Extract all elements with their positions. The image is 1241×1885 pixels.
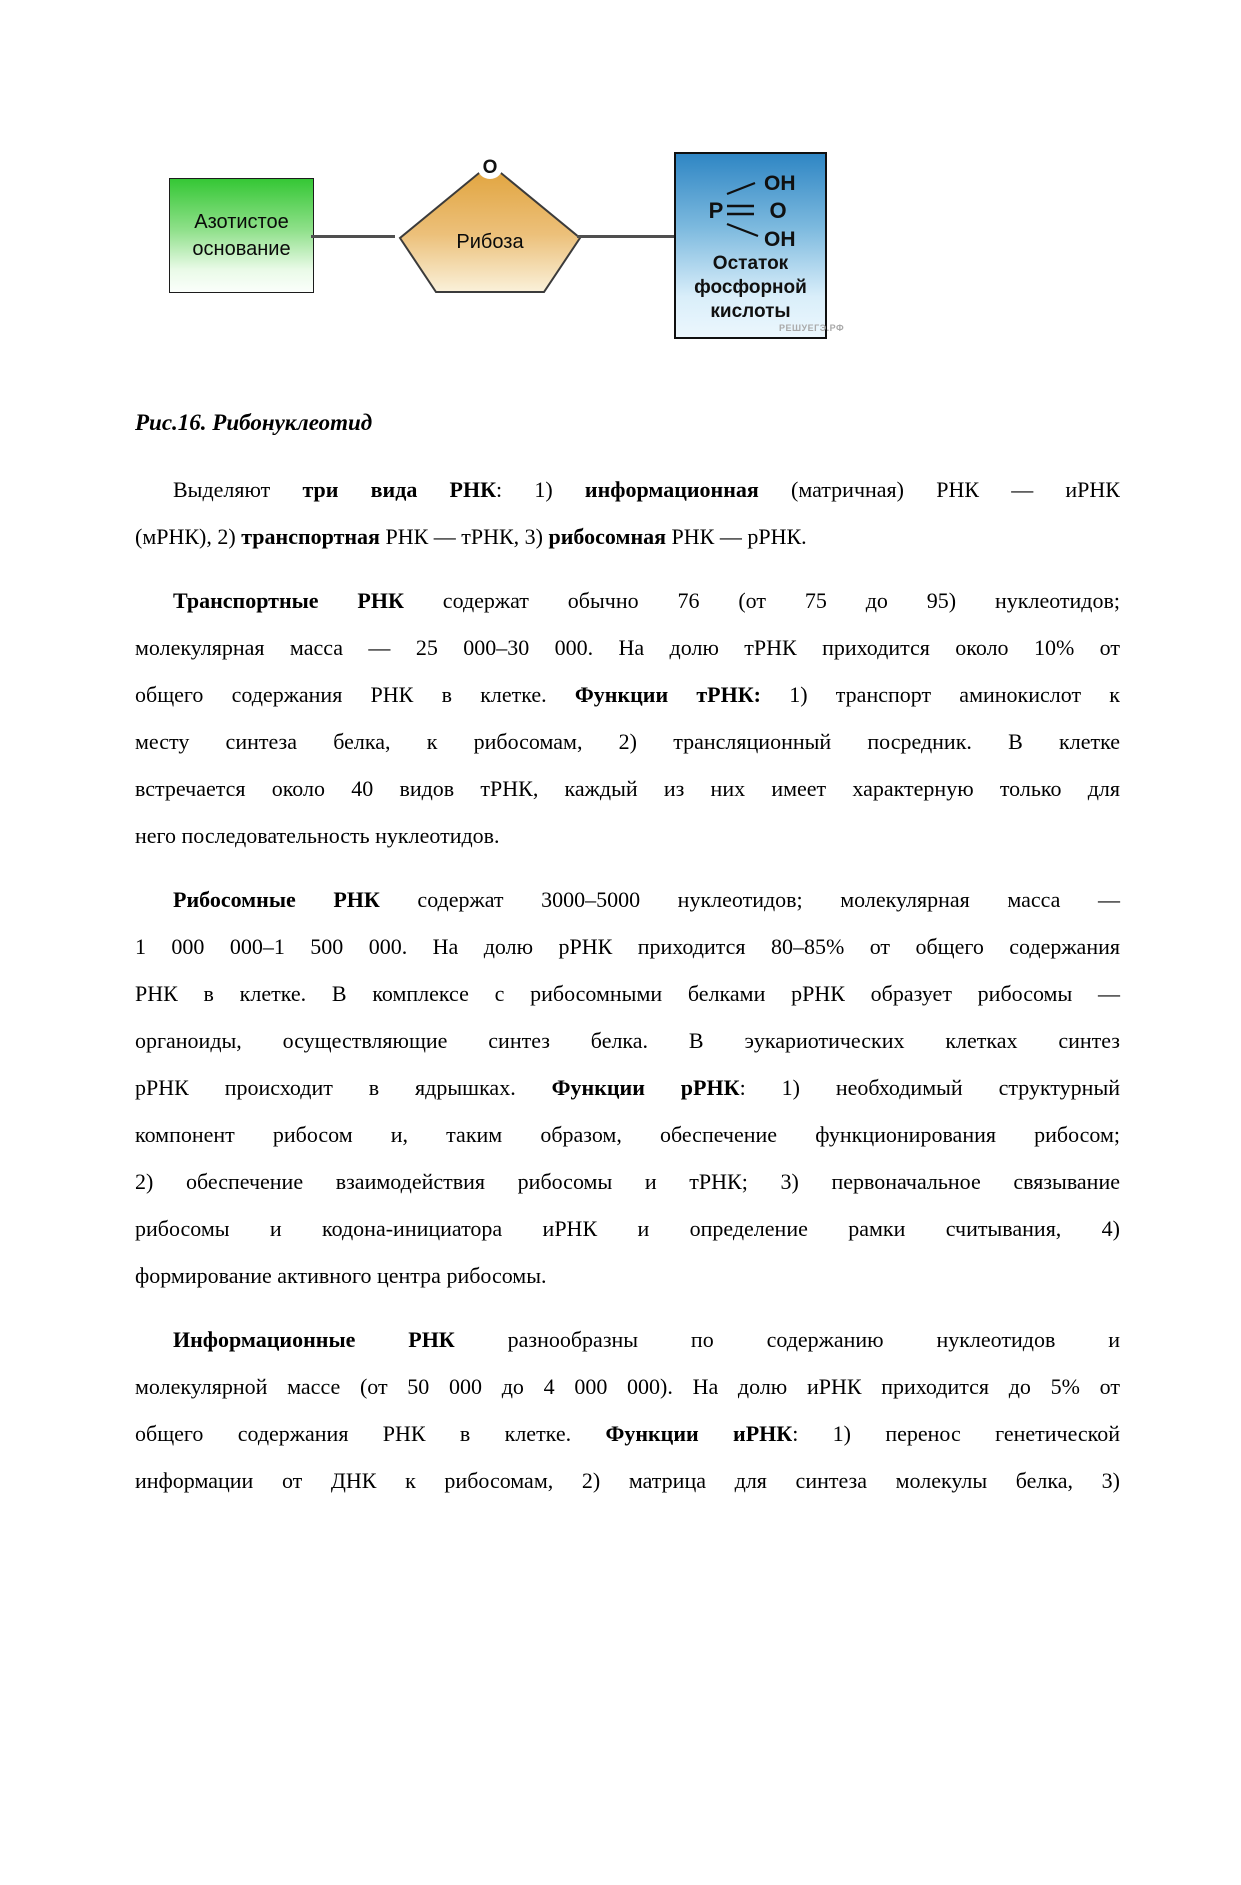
paragraph-trna [135,577,1120,859]
text-line: информации от ДНК к рибосомам, 2) матрица для синтеза молекулы белка, 3) [135,1468,1120,1493]
text-line: рРНК происходит в ядрышках. Функции рРНК: 1) необходимый структурный [135,1075,1121,1100]
text-line: РНК в клетке. В комплексе с рибосомными белками рРНК образует рибосомы — [135,981,1120,1006]
text-line: формирование активного центра рибосомы. [135,1263,547,1288]
paragraph-rna-types [135,466,1120,560]
phosphate-structure [676,158,825,254]
ribose-label: Рибоза [456,231,524,253]
phosphate-box [674,152,827,339]
hydroxyl-top: OH [764,172,796,195]
text-line: общего содержания РНК в клетке. Функции иРНК: 1) перенос генетической [135,1421,1120,1446]
text-line: компонент рибосом и, таким образом, обеспечение функционирования рибосом; [135,1122,1120,1147]
text-line: Информационные РНК разнообразны по содержанию нуклеотидов и [173,1327,1120,1352]
single-bond-top [727,183,755,194]
bond-line-left [311,235,395,238]
text-line: (мРНК), 2) транспортная РНК — тРНК, 3) рибосомная РНК — рРНК. [135,524,807,549]
text-line: 2) обеспечение взаимодействия рибосомы и тРНК; 3) первоначальное связывание [135,1169,1120,1194]
paragraph-mrna [135,1316,1120,1504]
text-line: месту синтеза белка, к рибосомам, 2) трансляционный посредник. В клетке [135,729,1120,754]
pentagon-shape [400,164,580,292]
phosphate-label-line2: фосфорной [694,277,807,298]
phosphorus-atom: P [708,198,724,223]
ribonucleotide-diagram [0,130,1241,360]
single-bond-bottom [727,224,758,236]
text-line: рибосомы и кодона-инициатора иРНК и определение рамки считывания, 4) [135,1216,1120,1241]
text-line: Рибосомные РНК содержат 3000–5000 нуклеотидов; молекулярная масса — [173,887,1121,912]
document-page [0,130,1241,1885]
text-line: органоиды, осуществляющие синтез белка. В эукариотических клетках синтез [135,1028,1120,1053]
text-line: Транспортные РНК содержат обычно 76 (от 75 до 95) нуклеотидов; [173,588,1121,613]
text-line: него последовательность нуклеотидов. [135,823,500,848]
nitrogen-base-label-line1: Азотистое [194,210,289,233]
text-line: Выделяют три вида РНК: 1) информационная (матричная) РНК — иРНК [173,477,1120,502]
text-line: 1 000 000–1 500 000. На долю рРНК приходится 80–85% от общего содержания [135,934,1120,959]
ribose-pentagon [394,152,586,300]
article-text [135,466,1120,1504]
oxygen-atom: O [769,198,787,223]
phosphate-label-line1: Остаток [712,253,789,274]
paragraph-rrna [135,876,1120,1299]
ribose-apex-atom: O [482,157,498,178]
text-line: встречается около 40 видов тРНК, каждый из них имеет характерную только для [135,776,1120,801]
phosphate-label-line3: кислоты [710,301,791,322]
text-line: молекулярной массе (от 50 000 до 4 000 000). На долю иРНК приходится до 5% от [135,1374,1120,1399]
phosphate-label [676,252,825,324]
nitrogen-base-label-line2: основание [192,237,291,260]
bond-line-right [577,235,675,238]
nitrogen-base-box [169,178,314,293]
hydroxyl-bottom: OH [764,228,796,251]
text-line: молекулярная масса — 25 000–30 000. На долю тРНК приходится около 10% от [135,635,1120,660]
text-line: общего содержания РНК в клетке. Функции тРНК: 1) транспорт аминокислот к [135,682,1120,707]
figure-caption: Рис.16. Рибонуклеотид [135,410,373,435]
site-watermark: РЕШУЕГЭ.РФ [779,323,845,333]
